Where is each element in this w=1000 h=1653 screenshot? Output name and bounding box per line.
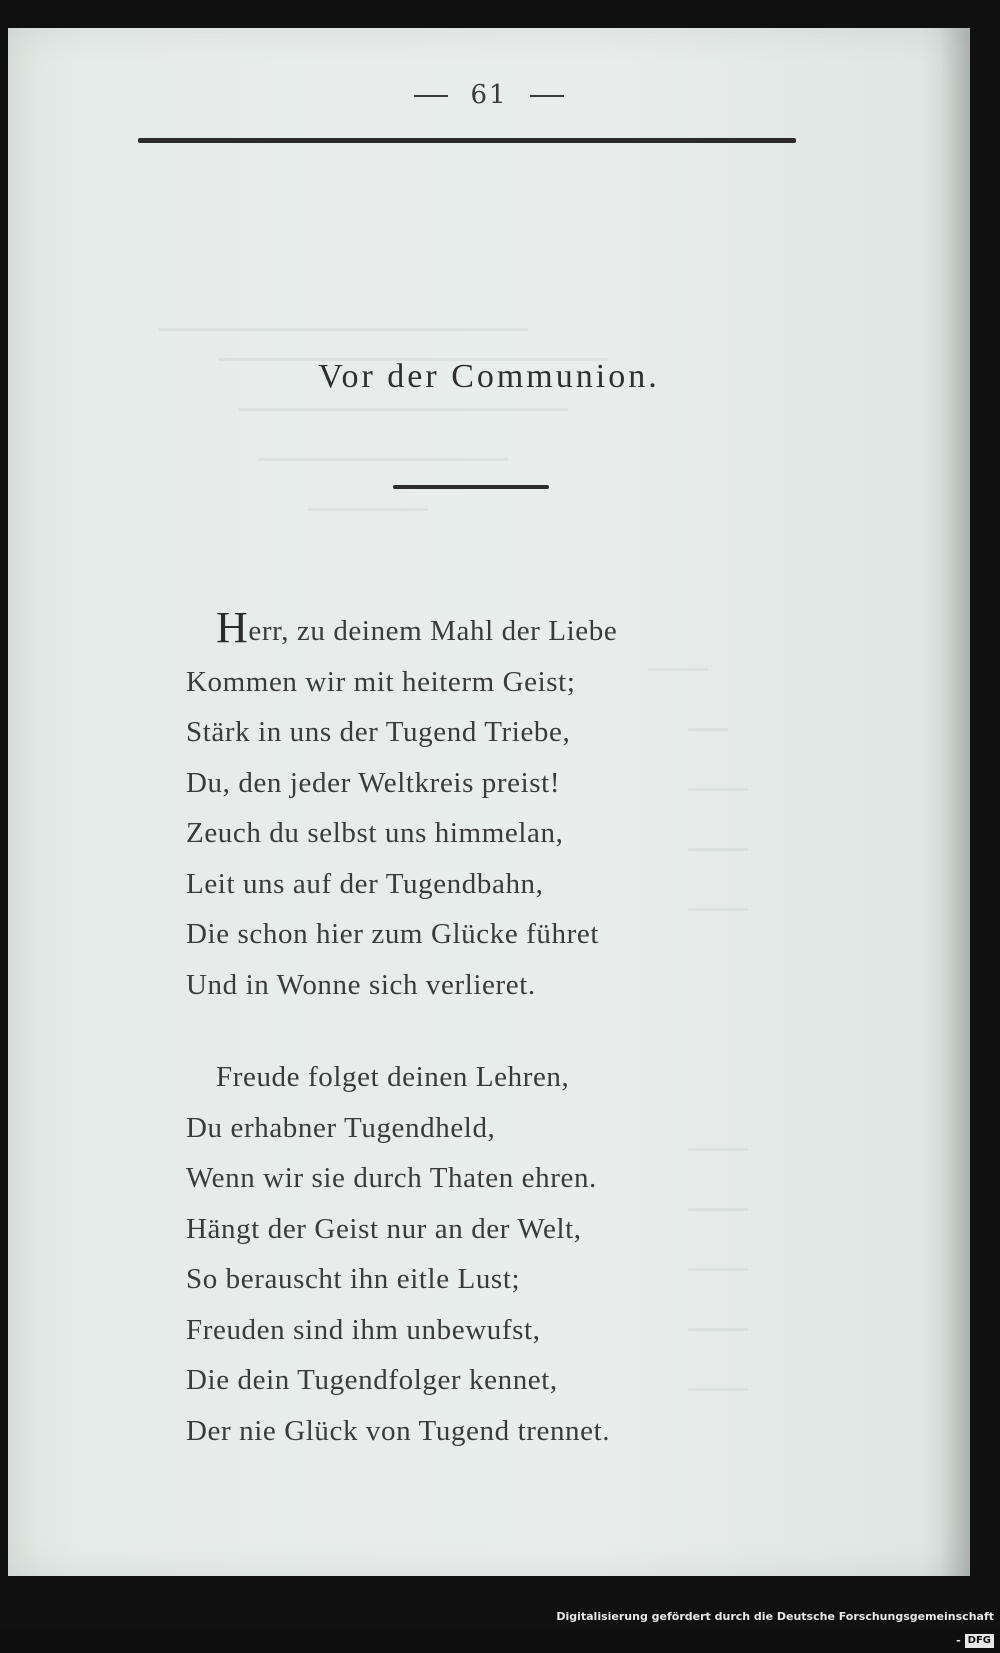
poem-line: Die dein Tugendfolger kennet, <box>186 1364 558 1396</box>
poem-line: Hängt der Geist nur an der Welt, <box>186 1212 582 1245</box>
poem-line-text: err, zu deinem Mahl der Liebe <box>248 615 618 647</box>
book-page <box>8 28 970 1576</box>
digitization-credit <box>550 1605 1000 1647</box>
page-number-value: 61 <box>470 80 508 110</box>
credit-text: Digitalisierung gefördert durch die Deutsche Forschungsgemeinschaft - <box>556 1610 994 1647</box>
show-through-line <box>308 508 428 511</box>
poem-line: Kommen wir mit heiterm Geist; <box>186 665 576 698</box>
page-number <box>392 80 585 110</box>
poem-line: Leit uns auf der Tugendbahn, <box>186 867 544 900</box>
page-number-dash-left <box>414 95 448 97</box>
show-through-line <box>258 458 508 461</box>
show-through-line <box>158 328 528 331</box>
page-number-dash-right <box>530 95 564 97</box>
poem-line: Der nie Glück von Tugend trennet. <box>186 1414 611 1447</box>
poem-line: Zeuch du selbst uns himmelan, <box>186 817 564 849</box>
header-rule <box>138 138 796 143</box>
title-rule <box>393 485 549 489</box>
poem-line: Stärk in uns der Tugend Triebe, <box>186 716 571 748</box>
dfg-logo: DFG <box>965 1634 994 1648</box>
initial-letter: H <box>216 603 249 652</box>
stanza-2 <box>186 1052 746 1456</box>
poem-line: Die schon hier zum Glücke führet <box>186 918 599 950</box>
show-through-line <box>238 408 568 411</box>
page-header <box>8 80 970 110</box>
poem-line: Du, den jeder Weltkreis preist! <box>186 766 561 799</box>
stanza-1 <box>186 603 746 1010</box>
page-edge-shadow <box>940 28 970 1576</box>
poem-line: Freude folget deinen Lehren, <box>216 1061 570 1093</box>
poem-line: So berauscht ihn eitle Lust; <box>186 1263 521 1295</box>
poem-line <box>186 603 746 657</box>
poem-title: Vor der Communion. <box>318 358 660 395</box>
poem-line: Freuden sind ihm unbewufst, <box>186 1313 541 1346</box>
poem-line: Du erhabner Tugendheld, <box>186 1111 496 1144</box>
poem-line: Und in Wonne sich verlieret. <box>186 968 536 1001</box>
poem-line: Wenn wir sie durch Thaten ehren. <box>186 1162 597 1194</box>
